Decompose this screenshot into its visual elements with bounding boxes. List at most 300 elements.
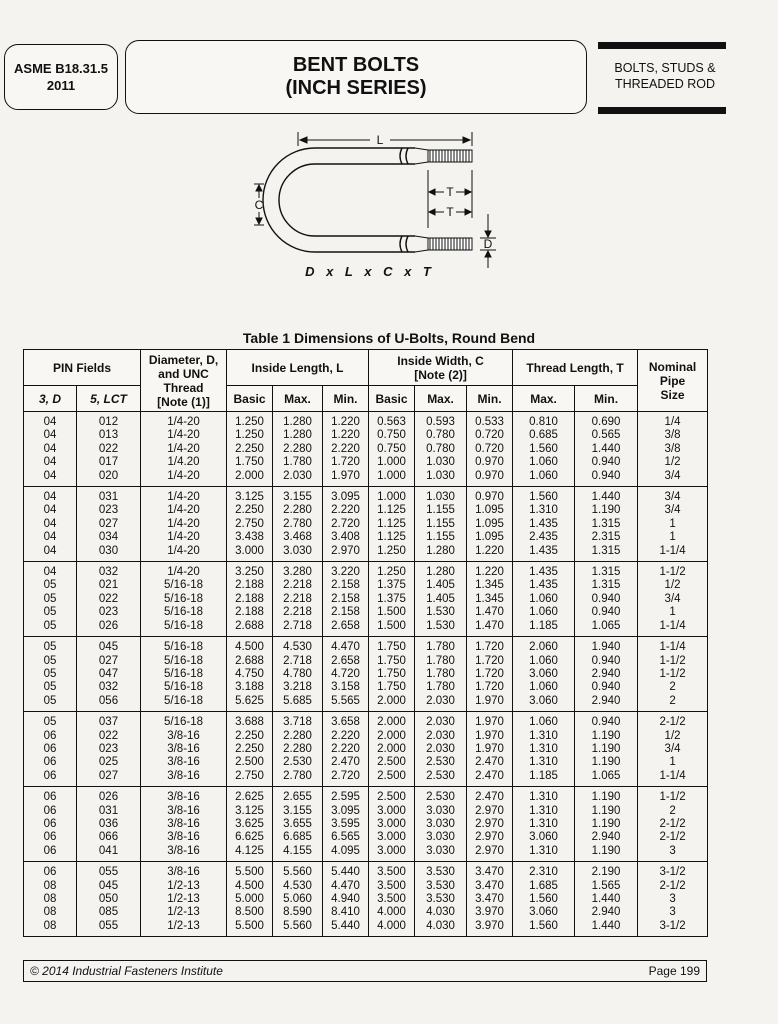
cell-pin-3d: 04	[24, 429, 77, 442]
table-row	[24, 831, 708, 844]
header-inside-length: Inside Length, L	[227, 350, 369, 386]
cell-thread-max: 1.060	[513, 456, 575, 469]
cell-width-max: 0.593	[415, 412, 467, 430]
cell-pin-5lct: 031	[77, 805, 141, 818]
dim-label-L: L	[376, 133, 384, 147]
table-row	[24, 545, 708, 562]
cell-thread-max: 1.560	[513, 487, 575, 505]
cell-nominal-pipe-size: 2	[638, 805, 708, 818]
cell-thread-min: 2.940	[575, 668, 638, 681]
cell-nominal-pipe-size: 1/2	[638, 456, 708, 469]
cell-nominal-pipe-size: 1-1/2	[638, 655, 708, 668]
cell-width-min: 1.220	[467, 545, 513, 562]
cell-width-max: 1.030	[415, 487, 467, 505]
cell-thread-max: 1.060	[513, 593, 575, 606]
cell-length-basic: 2.250	[227, 443, 273, 456]
cell-thread-min: 2.940	[575, 906, 638, 919]
cell-width-basic: 2.500	[369, 756, 415, 769]
cell-length-min: 3.220	[323, 562, 369, 580]
cell-width-min: 2.970	[467, 818, 513, 831]
table-row	[24, 818, 708, 831]
cell-pin-5lct: 066	[77, 831, 141, 844]
cell-thread-min: 1.190	[575, 756, 638, 769]
cell-pin-5lct: 023	[77, 606, 141, 619]
cell-diameter-thread: 5/16-18	[141, 681, 227, 694]
cell-thread-min: 1.190	[575, 743, 638, 756]
table-row-group	[24, 562, 708, 637]
cell-width-min: 1.970	[467, 695, 513, 712]
cell-thread-min: 1.065	[575, 770, 638, 787]
cell-width-max: 2.030	[415, 743, 467, 756]
cell-thread-min: 1.190	[575, 805, 638, 818]
cell-width-max: 1.405	[415, 593, 467, 606]
cell-nominal-pipe-size: 3/4	[638, 593, 708, 606]
cell-diameter-thread: 1/4-20	[141, 429, 227, 442]
cell-pin-3d: 04	[24, 456, 77, 469]
cell-width-max: 3.530	[415, 862, 467, 880]
cell-width-basic: 1.125	[369, 518, 415, 531]
cell-pin-5lct: 027	[77, 655, 141, 668]
cell-thread-max: 1.435	[513, 545, 575, 562]
cell-diameter-thread: 1/4-20	[141, 531, 227, 544]
cell-length-min: 2.158	[323, 579, 369, 592]
cell-length-min: 6.565	[323, 831, 369, 844]
table-row	[24, 456, 708, 469]
cell-width-max: 3.030	[415, 818, 467, 831]
cell-width-max: 1.155	[415, 518, 467, 531]
cell-length-max: 4.530	[273, 637, 323, 655]
cell-length-max: 2.218	[273, 579, 323, 592]
cell-thread-max: 1.185	[513, 770, 575, 787]
cell-length-max: 2.218	[273, 606, 323, 619]
cell-thread-max: 0.685	[513, 429, 575, 442]
cell-length-max: 5.560	[273, 862, 323, 880]
cell-width-max: 1.280	[415, 562, 467, 580]
cell-width-max: 2.030	[415, 695, 467, 712]
standard-year: 2011	[46, 78, 76, 93]
cell-length-basic: 3.000	[227, 545, 273, 562]
cell-width-max: 0.780	[415, 443, 467, 456]
cell-diameter-thread: 3/8-16	[141, 730, 227, 743]
cell-pin-5lct: 023	[77, 743, 141, 756]
cell-width-basic: 3.000	[369, 805, 415, 818]
cell-width-min: 0.970	[467, 456, 513, 469]
cell-width-min: 1.345	[467, 579, 513, 592]
cell-pin-3d: 04	[24, 443, 77, 456]
cell-width-max: 2.530	[415, 756, 467, 769]
cell-thread-min: 1.190	[575, 845, 638, 862]
cell-width-max: 0.780	[415, 429, 467, 442]
cell-diameter-thread: 5/16-18	[141, 620, 227, 637]
cell-nominal-pipe-size: 2	[638, 681, 708, 694]
cell-width-basic: 3.500	[369, 880, 415, 893]
cell-length-max: 8.590	[273, 906, 323, 919]
cell-length-min: 5.440	[323, 920, 369, 937]
cell-nominal-pipe-size: 1-1/4	[638, 770, 708, 787]
cell-length-max: 3.218	[273, 681, 323, 694]
cell-length-max: 2.280	[273, 504, 323, 517]
cell-diameter-thread: 5/16-18	[141, 579, 227, 592]
cell-length-max: 5.685	[273, 695, 323, 712]
cell-nominal-pipe-size: 1	[638, 518, 708, 531]
cell-width-max: 1.405	[415, 579, 467, 592]
cell-thread-min: 0.940	[575, 681, 638, 694]
cell-pin-3d: 05	[24, 655, 77, 668]
table-row	[24, 606, 708, 619]
u-bolt-inner	[279, 164, 415, 236]
cell-length-basic: 2.250	[227, 504, 273, 517]
cell-pin-3d: 05	[24, 637, 77, 655]
cell-width-max: 1.780	[415, 655, 467, 668]
cell-diameter-thread: 3/8-16	[141, 743, 227, 756]
cell-thread-min: 1.440	[575, 487, 638, 505]
cell-pin-5lct: 023	[77, 504, 141, 517]
cell-width-max: 1.030	[415, 470, 467, 487]
header-thread-length: Thread Length, T	[513, 350, 638, 386]
cell-width-basic: 1.125	[369, 504, 415, 517]
cell-width-min: 3.970	[467, 906, 513, 919]
cell-width-max: 1.155	[415, 531, 467, 544]
cell-nominal-pipe-size: 2-1/2	[638, 880, 708, 893]
standard-badge	[4, 44, 118, 110]
cell-nominal-pipe-size: 2-1/2	[638, 818, 708, 831]
cell-thread-max: 2.435	[513, 531, 575, 544]
table-row	[24, 412, 708, 430]
cell-length-max: 2.280	[273, 743, 323, 756]
cell-length-min: 1.220	[323, 412, 369, 430]
cell-width-basic: 1.750	[369, 681, 415, 694]
cell-width-basic: 0.750	[369, 429, 415, 442]
cell-length-basic: 3.125	[227, 487, 273, 505]
cell-length-min: 8.410	[323, 906, 369, 919]
cell-length-min: 4.720	[323, 668, 369, 681]
cell-length-basic: 1.250	[227, 429, 273, 442]
cell-width-basic: 1.125	[369, 531, 415, 544]
cell-pin-3d: 04	[24, 545, 77, 562]
cell-pin-3d: 08	[24, 920, 77, 937]
cell-length-min: 2.220	[323, 743, 369, 756]
table-row	[24, 893, 708, 906]
table-row-group	[24, 637, 708, 712]
cell-length-basic: 2.250	[227, 730, 273, 743]
table-row	[24, 880, 708, 893]
cell-thread-min: 0.565	[575, 429, 638, 442]
cell-length-basic: 5.500	[227, 862, 273, 880]
cell-thread-min: 0.940	[575, 593, 638, 606]
cell-width-basic: 1.750	[369, 668, 415, 681]
cell-nominal-pipe-size: 3	[638, 893, 708, 906]
cell-nominal-pipe-size: 3/8	[638, 429, 708, 442]
cell-thread-min: 1.440	[575, 443, 638, 456]
header-min-t: Min.	[575, 386, 638, 412]
cell-length-max: 2.655	[273, 787, 323, 805]
page-title	[125, 40, 587, 114]
cell-thread-max: 1.060	[513, 606, 575, 619]
cell-thread-min: 2.315	[575, 531, 638, 544]
cell-nominal-pipe-size: 1-1/4	[638, 620, 708, 637]
cell-thread-min: 1.190	[575, 818, 638, 831]
cell-thread-min: 0.940	[575, 712, 638, 730]
cell-length-basic: 2.188	[227, 606, 273, 619]
cell-width-basic: 1.375	[369, 593, 415, 606]
cell-length-basic: 3.688	[227, 712, 273, 730]
table-row	[24, 429, 708, 442]
cell-width-basic: 1.500	[369, 606, 415, 619]
cell-thread-max: 1.685	[513, 880, 575, 893]
cell-length-max: 3.718	[273, 712, 323, 730]
cell-length-max: 2.218	[273, 593, 323, 606]
cell-width-min: 3.970	[467, 920, 513, 937]
title-line-1: BENT BOLTS	[292, 54, 420, 76]
cell-diameter-thread: 3/8-16	[141, 818, 227, 831]
cell-pin-5lct: 013	[77, 429, 141, 442]
cell-length-basic: 2.625	[227, 787, 273, 805]
cell-pin-5lct: 031	[77, 487, 141, 505]
cell-thread-max: 1.560	[513, 893, 575, 906]
cell-nominal-pipe-size: 2-1/2	[638, 712, 708, 730]
cell-thread-max: 2.060	[513, 637, 575, 655]
table-row	[24, 593, 708, 606]
cell-length-basic: 2.188	[227, 579, 273, 592]
cell-width-min: 0.533	[467, 412, 513, 430]
cell-width-min: 2.470	[467, 787, 513, 805]
cell-length-min: 3.095	[323, 805, 369, 818]
cell-pin-5lct: 085	[77, 906, 141, 919]
cell-width-basic: 0.750	[369, 443, 415, 456]
cell-width-basic: 1.750	[369, 655, 415, 668]
cell-thread-max: 1.060	[513, 681, 575, 694]
cell-length-min: 4.470	[323, 637, 369, 655]
figure-caption: D x L x C x T	[305, 264, 435, 279]
cell-diameter-thread: 5/16-18	[141, 655, 227, 668]
cell-pin-5lct: 022	[77, 593, 141, 606]
cell-length-min: 2.158	[323, 593, 369, 606]
cell-diameter-thread: 5/16-18	[141, 637, 227, 655]
cell-width-min: 3.470	[467, 880, 513, 893]
cell-width-min: 1.095	[467, 518, 513, 531]
table-row	[24, 487, 708, 505]
cell-nominal-pipe-size: 3/4	[638, 470, 708, 487]
cell-nominal-pipe-size: 3	[638, 906, 708, 919]
cell-nominal-pipe-size: 1-1/4	[638, 545, 708, 562]
cell-diameter-thread: 3/8-16	[141, 756, 227, 769]
cell-width-basic: 3.000	[369, 818, 415, 831]
cell-nominal-pipe-size: 1	[638, 606, 708, 619]
cell-thread-min: 0.940	[575, 470, 638, 487]
cell-pin-5lct: 025	[77, 756, 141, 769]
cell-diameter-thread: 3/8-16	[141, 862, 227, 880]
cell-thread-max: 1.310	[513, 504, 575, 517]
cell-width-basic: 3.500	[369, 862, 415, 880]
cell-pin-5lct: 020	[77, 470, 141, 487]
cell-width-max: 4.030	[415, 906, 467, 919]
cell-length-max: 2.530	[273, 756, 323, 769]
cell-width-min: 1.970	[467, 743, 513, 756]
cell-nominal-pipe-size: 3/4	[638, 487, 708, 505]
cell-length-basic: 4.125	[227, 845, 273, 862]
cell-width-max: 1.030	[415, 456, 467, 469]
cell-pin-3d: 04	[24, 487, 77, 505]
cell-length-min: 2.970	[323, 545, 369, 562]
cell-pin-5lct: 022	[77, 730, 141, 743]
cell-width-min: 2.470	[467, 770, 513, 787]
cell-thread-max: 3.060	[513, 695, 575, 712]
cell-length-basic: 5.000	[227, 893, 273, 906]
cell-pin-5lct: 034	[77, 531, 141, 544]
cell-nominal-pipe-size: 1-1/2	[638, 562, 708, 580]
cell-pin-3d: 05	[24, 681, 77, 694]
cell-thread-max: 1.310	[513, 818, 575, 831]
cell-length-min: 3.158	[323, 681, 369, 694]
cell-width-min: 0.970	[467, 487, 513, 505]
cell-diameter-thread: 5/16-18	[141, 593, 227, 606]
cell-length-basic: 1.750	[227, 456, 273, 469]
cell-pin-3d: 04	[24, 531, 77, 544]
cell-width-basic: 1.250	[369, 545, 415, 562]
cell-pin-3d: 04	[24, 412, 77, 430]
header-basic-l: Basic	[227, 386, 273, 412]
table-row	[24, 862, 708, 880]
cell-pin-5lct: 022	[77, 443, 141, 456]
header-pin-fields: PIN Fields	[24, 350, 141, 386]
cell-diameter-thread: 3/8-16	[141, 845, 227, 862]
cell-length-basic: 3.125	[227, 805, 273, 818]
table-header	[24, 350, 708, 412]
cell-length-min: 1.220	[323, 429, 369, 442]
cell-pin-3d: 06	[24, 770, 77, 787]
cell-length-min: 4.095	[323, 845, 369, 862]
header-inside-width: Inside Width, C [Note (2)]	[369, 350, 513, 386]
table-row	[24, 443, 708, 456]
cell-width-basic: 1.375	[369, 579, 415, 592]
cell-thread-min: 0.940	[575, 655, 638, 668]
cell-pin-5lct: 032	[77, 681, 141, 694]
cell-length-basic: 2.500	[227, 756, 273, 769]
cell-thread-max: 1.060	[513, 470, 575, 487]
cell-length-basic: 5.500	[227, 920, 273, 937]
cell-length-min: 2.720	[323, 770, 369, 787]
cell-pin-5lct: 017	[77, 456, 141, 469]
cell-length-min: 3.408	[323, 531, 369, 544]
cell-pin-5lct: 036	[77, 818, 141, 831]
category-line-2: THREADED ROD	[614, 77, 715, 91]
cell-nominal-pipe-size: 1/4	[638, 412, 708, 430]
cell-width-basic: 0.563	[369, 412, 415, 430]
cell-length-max: 1.280	[273, 429, 323, 442]
cell-width-max: 1.155	[415, 504, 467, 517]
cell-pin-3d: 06	[24, 805, 77, 818]
cell-width-max: 3.030	[415, 805, 467, 818]
table-row-group	[24, 412, 708, 487]
page-footer	[23, 960, 707, 982]
table-row	[24, 562, 708, 580]
cell-width-basic: 4.000	[369, 906, 415, 919]
cell-length-min: 5.440	[323, 862, 369, 880]
header-3d: 3, D	[24, 386, 77, 412]
cell-length-max: 2.280	[273, 443, 323, 456]
cell-nominal-pipe-size: 1-1/2	[638, 787, 708, 805]
cell-width-basic: 2.000	[369, 743, 415, 756]
cell-width-min: 1.720	[467, 681, 513, 694]
cell-width-basic: 1.000	[369, 456, 415, 469]
cell-pin-3d: 06	[24, 787, 77, 805]
cell-width-max: 2.030	[415, 730, 467, 743]
cell-width-basic: 2.000	[369, 712, 415, 730]
cell-diameter-thread: 1/2-13	[141, 920, 227, 937]
table-row	[24, 655, 708, 668]
cell-thread-min: 1.315	[575, 579, 638, 592]
table-row	[24, 579, 708, 592]
cell-nominal-pipe-size: 1	[638, 756, 708, 769]
cell-nominal-pipe-size: 1-1/4	[638, 637, 708, 655]
cell-thread-min: 2.190	[575, 862, 638, 880]
cell-width-min: 3.470	[467, 893, 513, 906]
cell-width-min: 1.470	[467, 606, 513, 619]
dim-label-T-upper: T	[446, 185, 454, 199]
table-row	[24, 620, 708, 637]
cell-nominal-pipe-size: 1/2	[638, 579, 708, 592]
cell-diameter-thread: 5/16-18	[141, 606, 227, 619]
table-row-group	[24, 487, 708, 562]
cell-length-basic: 2.688	[227, 655, 273, 668]
cell-thread-max: 1.310	[513, 787, 575, 805]
cell-width-basic: 1.750	[369, 637, 415, 655]
cell-length-min: 2.470	[323, 756, 369, 769]
cell-thread-min: 0.940	[575, 606, 638, 619]
cell-length-min: 2.220	[323, 504, 369, 517]
cell-pin-5lct: 055	[77, 920, 141, 937]
table-row	[24, 730, 708, 743]
table-row	[24, 787, 708, 805]
header-max-t: Max.	[513, 386, 575, 412]
cell-length-basic: 2.188	[227, 593, 273, 606]
cell-pin-3d: 05	[24, 579, 77, 592]
thread-upper	[415, 148, 472, 164]
cell-width-min: 2.970	[467, 805, 513, 818]
cell-thread-max: 1.185	[513, 620, 575, 637]
cell-pin-3d: 05	[24, 712, 77, 730]
cell-length-basic: 8.500	[227, 906, 273, 919]
cell-length-min: 2.658	[323, 655, 369, 668]
cell-pin-5lct: 026	[77, 787, 141, 805]
cell-thread-max: 1.310	[513, 845, 575, 862]
table-row	[24, 756, 708, 769]
category-line-1: BOLTS, STUDS &	[614, 61, 716, 75]
cell-length-max: 2.718	[273, 655, 323, 668]
cell-thread-max: 1.435	[513, 579, 575, 592]
cell-diameter-thread: 3/8-16	[141, 770, 227, 787]
cell-length-min: 2.158	[323, 606, 369, 619]
cell-diameter-thread: 5/16-18	[141, 695, 227, 712]
cell-width-max: 3.030	[415, 845, 467, 862]
cell-pin-3d: 04	[24, 504, 77, 517]
cell-width-basic: 1.500	[369, 620, 415, 637]
dimensions-table	[23, 349, 707, 937]
cell-length-basic: 3.625	[227, 818, 273, 831]
cell-width-min: 1.720	[467, 655, 513, 668]
cell-nominal-pipe-size: 1/2	[638, 730, 708, 743]
cell-pin-3d: 05	[24, 695, 77, 712]
cell-length-basic: 2.750	[227, 518, 273, 531]
header-max-l: Max.	[273, 386, 323, 412]
cell-width-basic: 2.000	[369, 695, 415, 712]
cell-width-max: 3.030	[415, 831, 467, 844]
table-title: Table 1 Dimensions of U-Bolts, Round Bend	[242, 330, 536, 346]
cell-pin-5lct: 027	[77, 518, 141, 531]
cell-thread-max: 1.310	[513, 730, 575, 743]
thread-lower	[415, 236, 472, 252]
cell-width-min: 1.970	[467, 730, 513, 743]
